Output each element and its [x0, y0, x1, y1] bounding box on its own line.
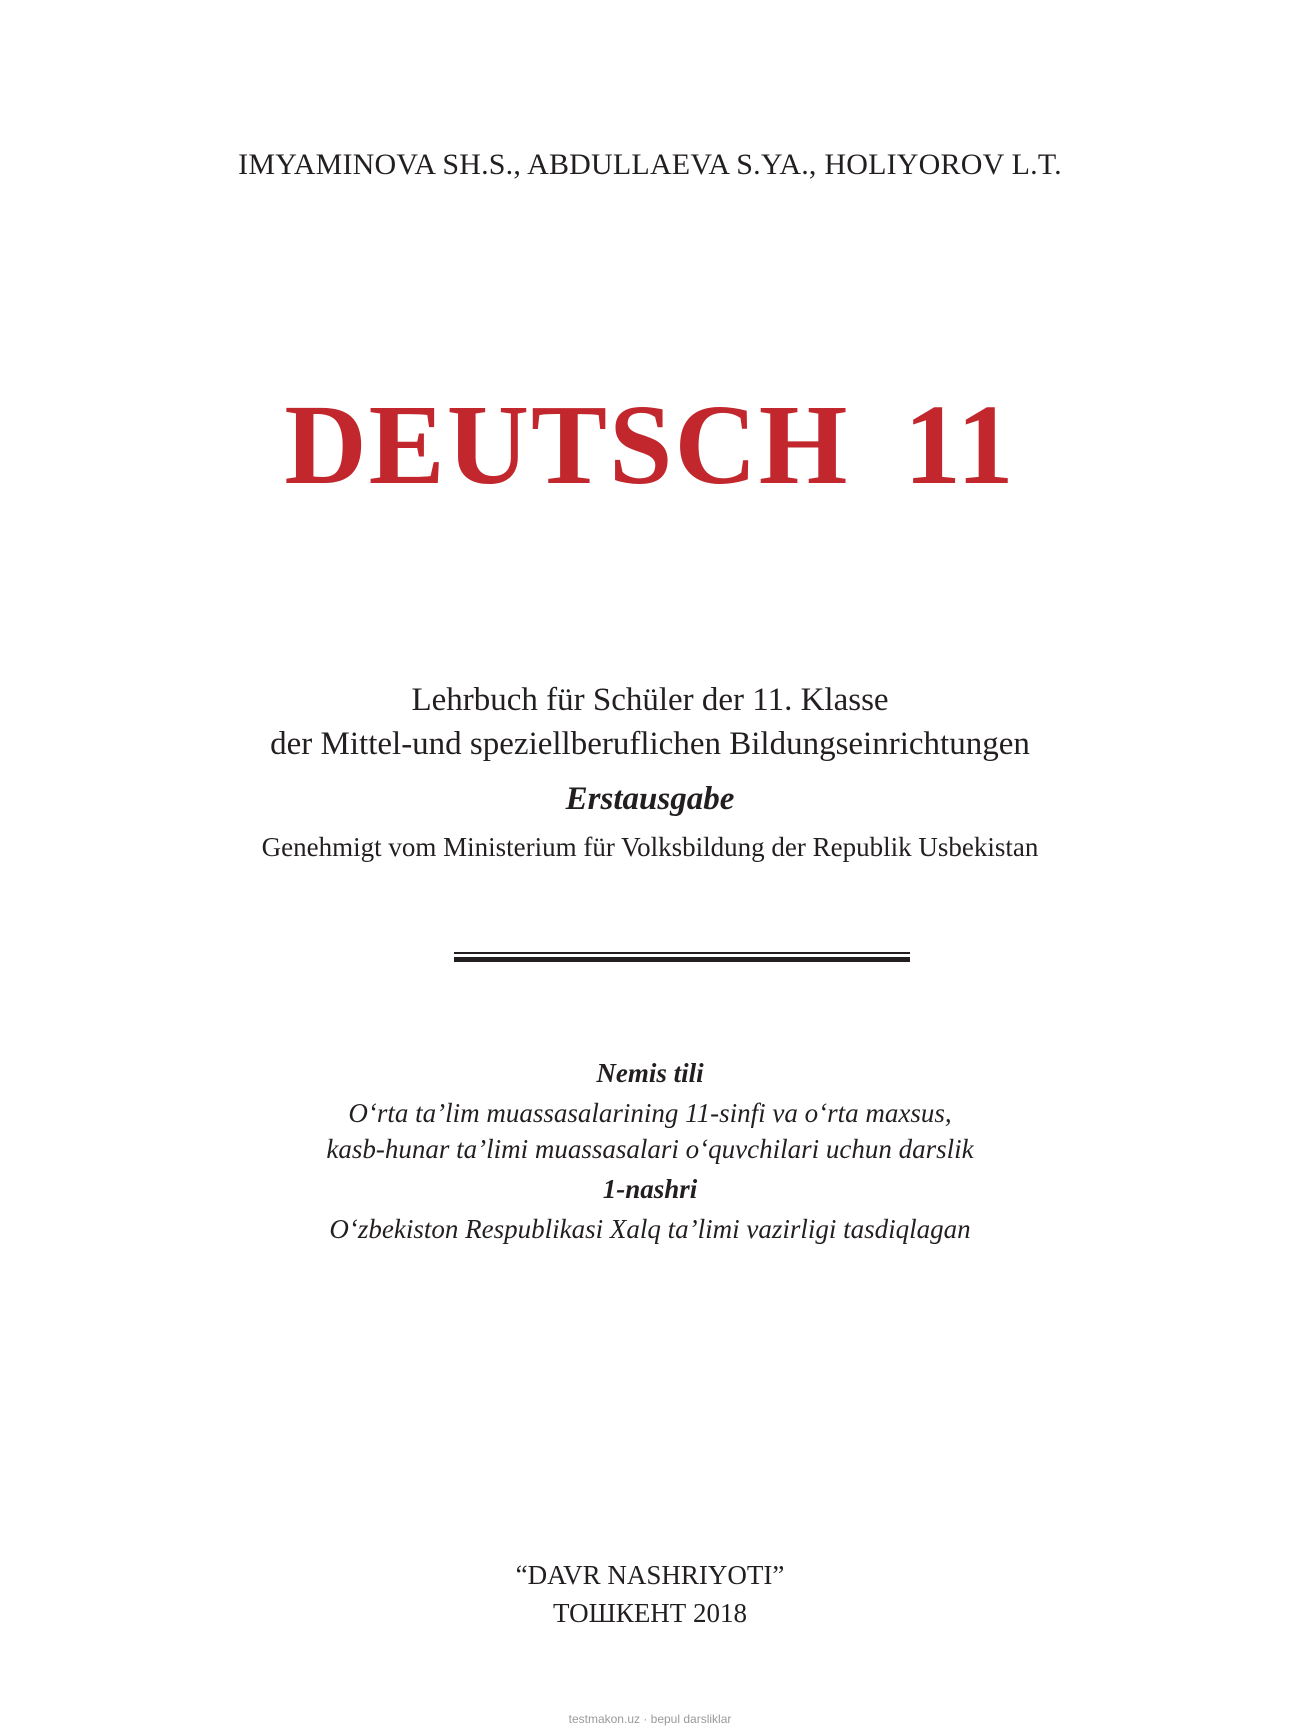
publisher: “DAVR NASHRIYOTI” [515, 1560, 785, 1590]
german-subtitle-line-1: Lehrbuch für Schüler der 11. Klasse [411, 682, 889, 718]
uzbek-approval: O‘zbekiston Respublikasi Xalq ta’limi vazirligi tasdiqlagan [329, 1214, 971, 1244]
book-title: DEUTSCH 11 [284, 381, 1016, 508]
watermark: testmakon.uz · bepul darsliklar [568, 1712, 732, 1726]
double-rule-divider [454, 952, 910, 962]
uzbek-edition: 1-nashri [602, 1174, 698, 1204]
uzbek-subtitle-line-1: O‘rta ta’lim muassasalarining 11-sinfi va o‘rta maxsus, [348, 1098, 952, 1128]
uzbek-subtitle-line-2: kasb-hunar ta’limi muassasalari o‘quvchilari uchun darslik [326, 1134, 974, 1164]
german-subtitle-line-2: der Mittel-und speziellberuflichen Bildungseinrichtungen [270, 726, 1030, 762]
german-approval: Genehmigt vom Ministerium für Volksbildung der Republik Usbekistan [261, 832, 1039, 862]
uzbek-title: Nemis tili [596, 1058, 704, 1088]
city-year: ТОШКЕНТ 2018 [552, 1598, 748, 1628]
authors: IMYAMINOVA SH.S., ABDULLAEVA S.YA., HOLIYOROV L.T. [238, 148, 1062, 181]
divider-thin-line [454, 952, 910, 954]
german-edition: Erstausgabe [565, 781, 735, 817]
divider-thick-line [454, 957, 910, 962]
